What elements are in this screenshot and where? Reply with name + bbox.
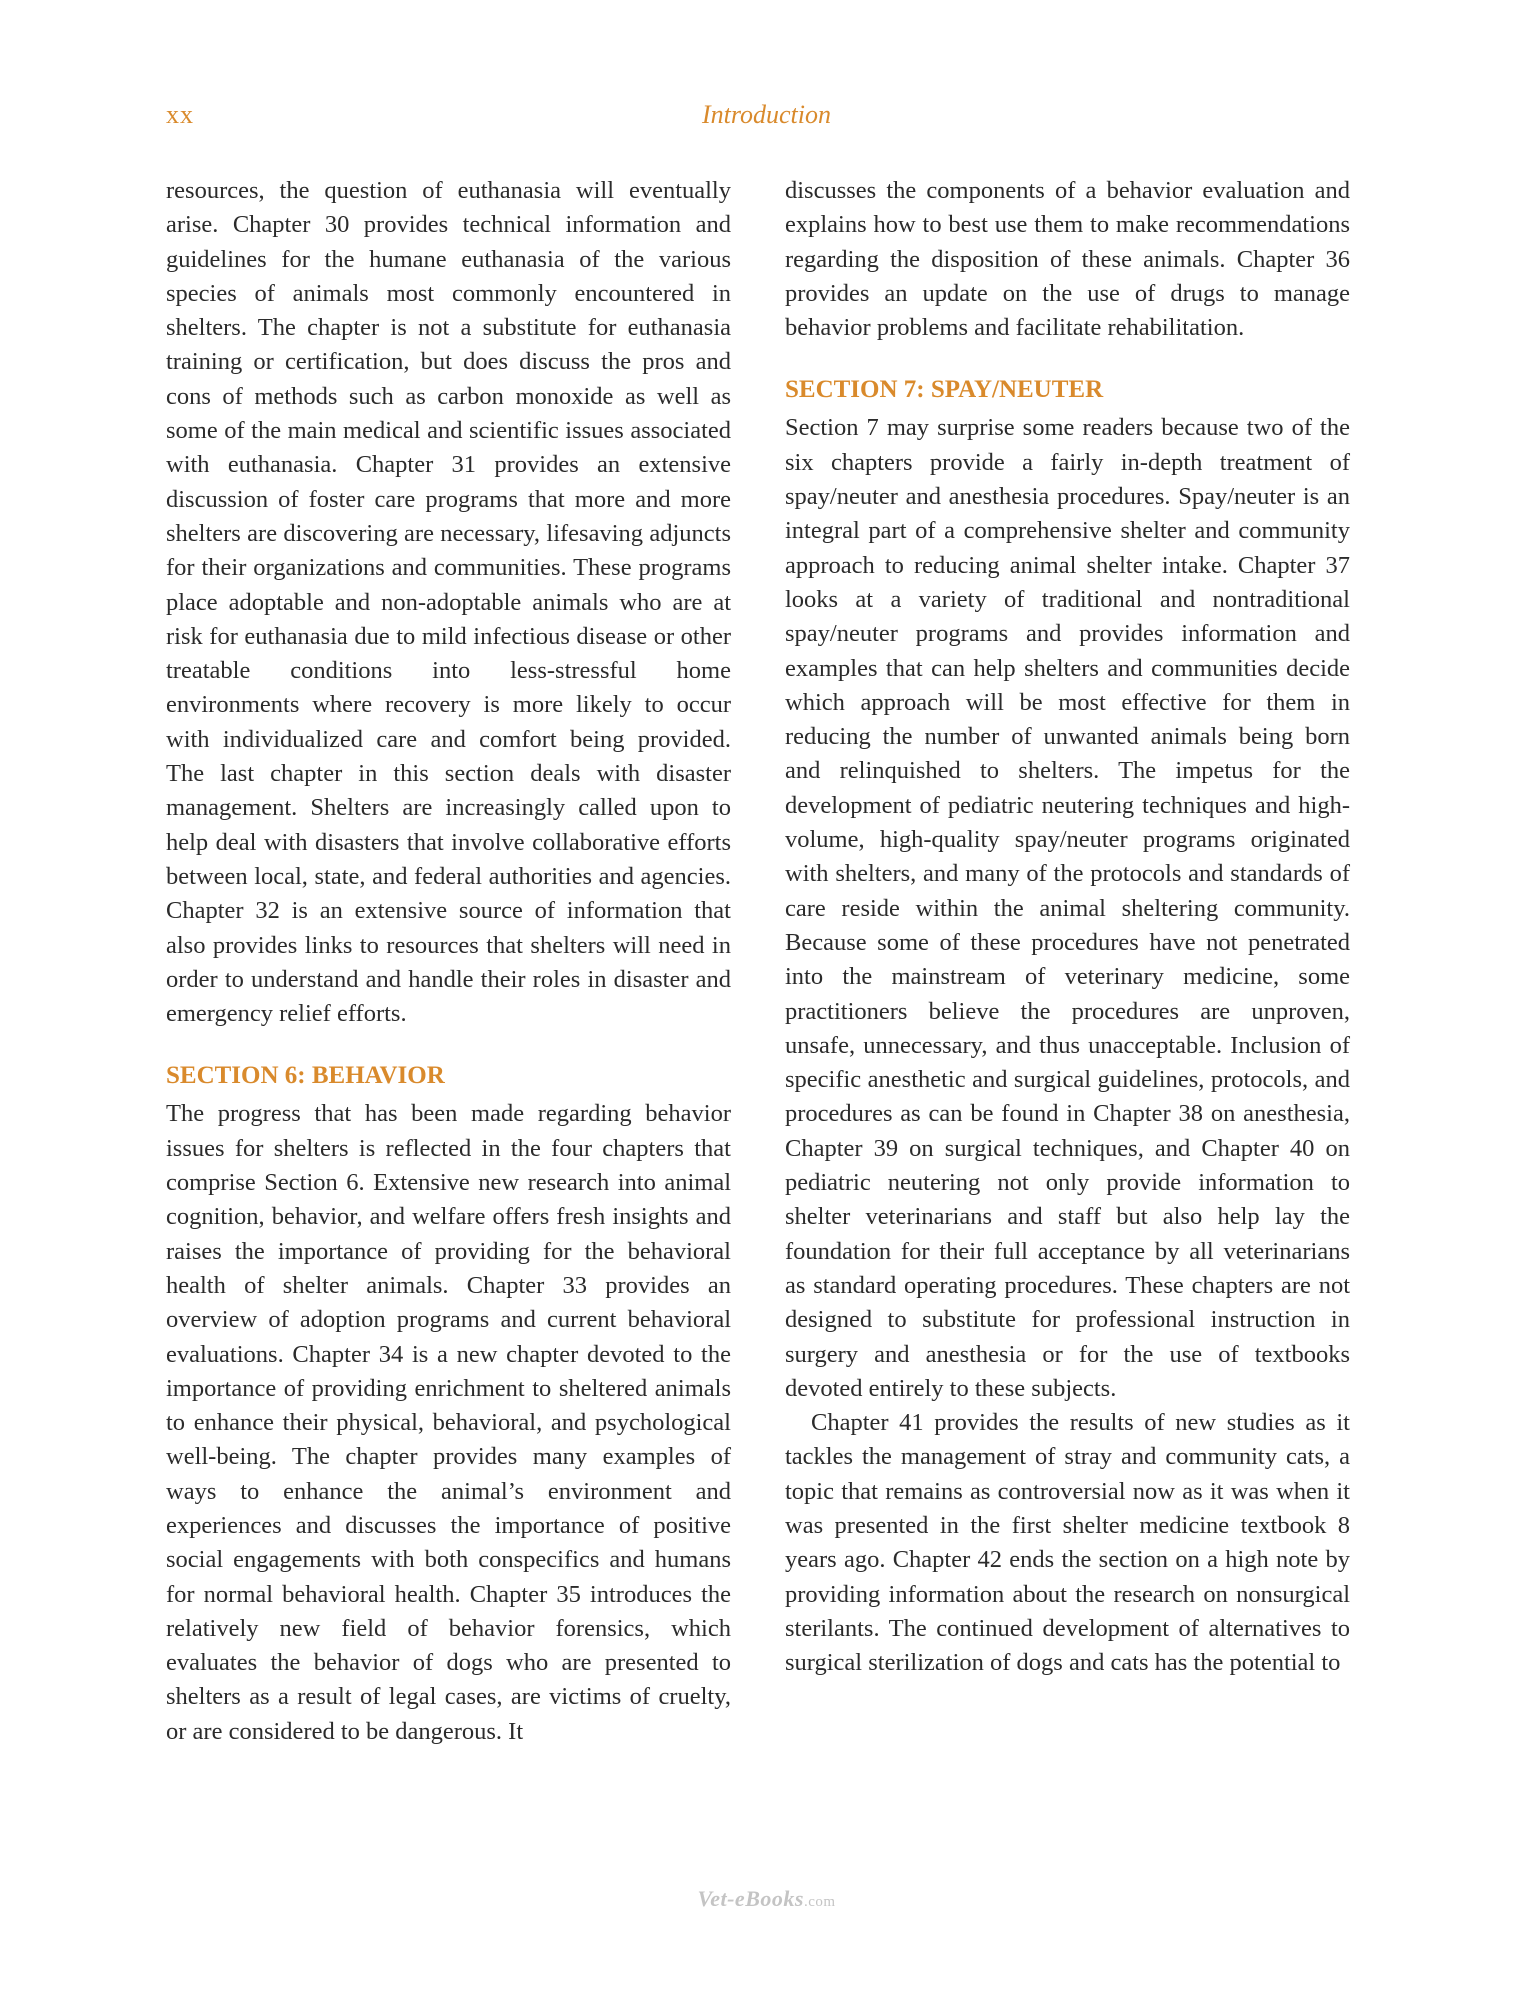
watermark-logo [0, 1886, 1533, 1912]
paragraph-section-7: Section 7 may surprise some readers because two of the six chapters provide a fairly in-depth treatment of spay/neuter and anesthesia procedures. Spay/neuter is an integral part of a comprehensive shelter and community approach to reducing animal shelter intake. Chapter 37 looks at a variety of traditional and nontraditional spay/neuter programs and provides information and examples that can help shelters and communities decide which approach will be most effective for them in reducing the number of unwanted animals being born and relinquished to shelters. The impetus for the development of pediatric neutering techniques and high-volume, high-quality spay/neuter programs originated with shelters, and many of the protocols and standards of care reside within the animal sheltering community. Because some of these procedures have not penetrated into the mainstream of veterinary medicine, some practitioners believe the procedures are unproven, unsafe, unnecessary, and thus unacceptable. Inclusion of specific anesthetic and surgical guidelines, protocols, and procedures as can be found in Chapter 38 on anesthesia, Chapter 39 on surgical techniques, and Chapter 40 on pediatric neutering not only provide information to shelter veterinarians and staff but also help lay the foundation for their full acceptance by all veterinarians as standard operating procedures. These chapters are not designed to substitute for professional instruction in surgery and anesthesia or for the use of textbooks devoted entirely to these subjects. [785, 414, 1350, 1402]
page-number: xx [166, 100, 194, 129]
section-7-heading: SECTION 7: SPAY/NEUTER [785, 376, 1104, 404]
paragraph-section-6: The progress that has been made regarding behavior issues for shelters is reflected in the four chapters that comprise Section 6. Extensive new research into animal cognition, behavior, and welfare offers fresh insights and raises the importance of providing for the behavioral health of shelter animals. Chapter 33 provides an overview of adoption programs and current behavioral evaluations. Chapter 34 is a new chapter devoted to the importance of providing enrichment to sheltered animals to enhance their physical, behavioral, and psychological well-being. The chapter provides many examples of ways to enhance the animal’s environment and experiences and discusses the importance of positive social engagements with both conspecifics and humans for normal behavioral health. Chapter 35 introduces the relatively new field of behavior forensics, which evaluates the behavior of dogs who are presented to shelters as a result of legal cases, are victims of cruelty, or are considered to be dangerous. It [166, 1100, 731, 1745]
watermark-text: Vet-eBooks [697, 1886, 804, 1911]
section-6-heading: SECTION 6: BEHAVIOR [166, 1062, 445, 1090]
paragraph-euthanasia-foster-disaster: resources, the question of euthanasia will eventually arise. Chapter 30 provides technical information and guidelines for the humane euthanasia of the various species of animals most commonly encountered in shelters. The chapter is not a substitute for euthanasia training or certification, but does discuss the pros and cons of methods such as carbon monoxide as well as some of the main medical and scientific issues associated with euthanasia. Chapter 31 provides an extensive discussion of foster care programs that more and more shelters are discovering are necessary, lifesaving adjuncts for their organizations and communities. These programs place adoptable and non-adoptable animals who are at risk for euthanasia due to mild infectious disease or other treatable conditions into less-stressful home environments where recovery is more likely to occur with individualized care and comfort being provided. The last chapter in this section deals with disaster management. Shelters are increasingly called upon to help deal with disasters that involve collaborative efforts between local, state, and federal authorities and agencies. Chapter 32 is an extensive source of information that also provides links to resources that shelters will need in order to understand and handle their roles in disaster and emergency relief efforts. [166, 177, 731, 1028]
running-header [166, 100, 1367, 134]
right-column [785, 174, 1350, 1680]
watermark-suffix: .com [803, 1894, 836, 1910]
paragraph-behavior-evaluation: discusses the components of a behavior evaluation and explains how to best use them to make recommendations regarding the disposition of these animals. Chapter 36 provides an update on the use of drugs to manage behavior problems and facilitate rehabilitation. [785, 177, 1350, 342]
left-column [166, 174, 731, 1749]
paragraph-section-7-cont: Chapter 41 provides the results of new studies as it tackles the management of stray and community cats, a topic that remains as controversial now as it was when it was presented in the first shelter medicine textbook 8 years ago. Chapter 42 ends the section on a high note by providing information about the research on nonsurgical sterilants. The continued development of alternatives to surgical sterilization of dogs and cats has the potential to [785, 1409, 1350, 1677]
running-title: Introduction [701, 100, 832, 129]
